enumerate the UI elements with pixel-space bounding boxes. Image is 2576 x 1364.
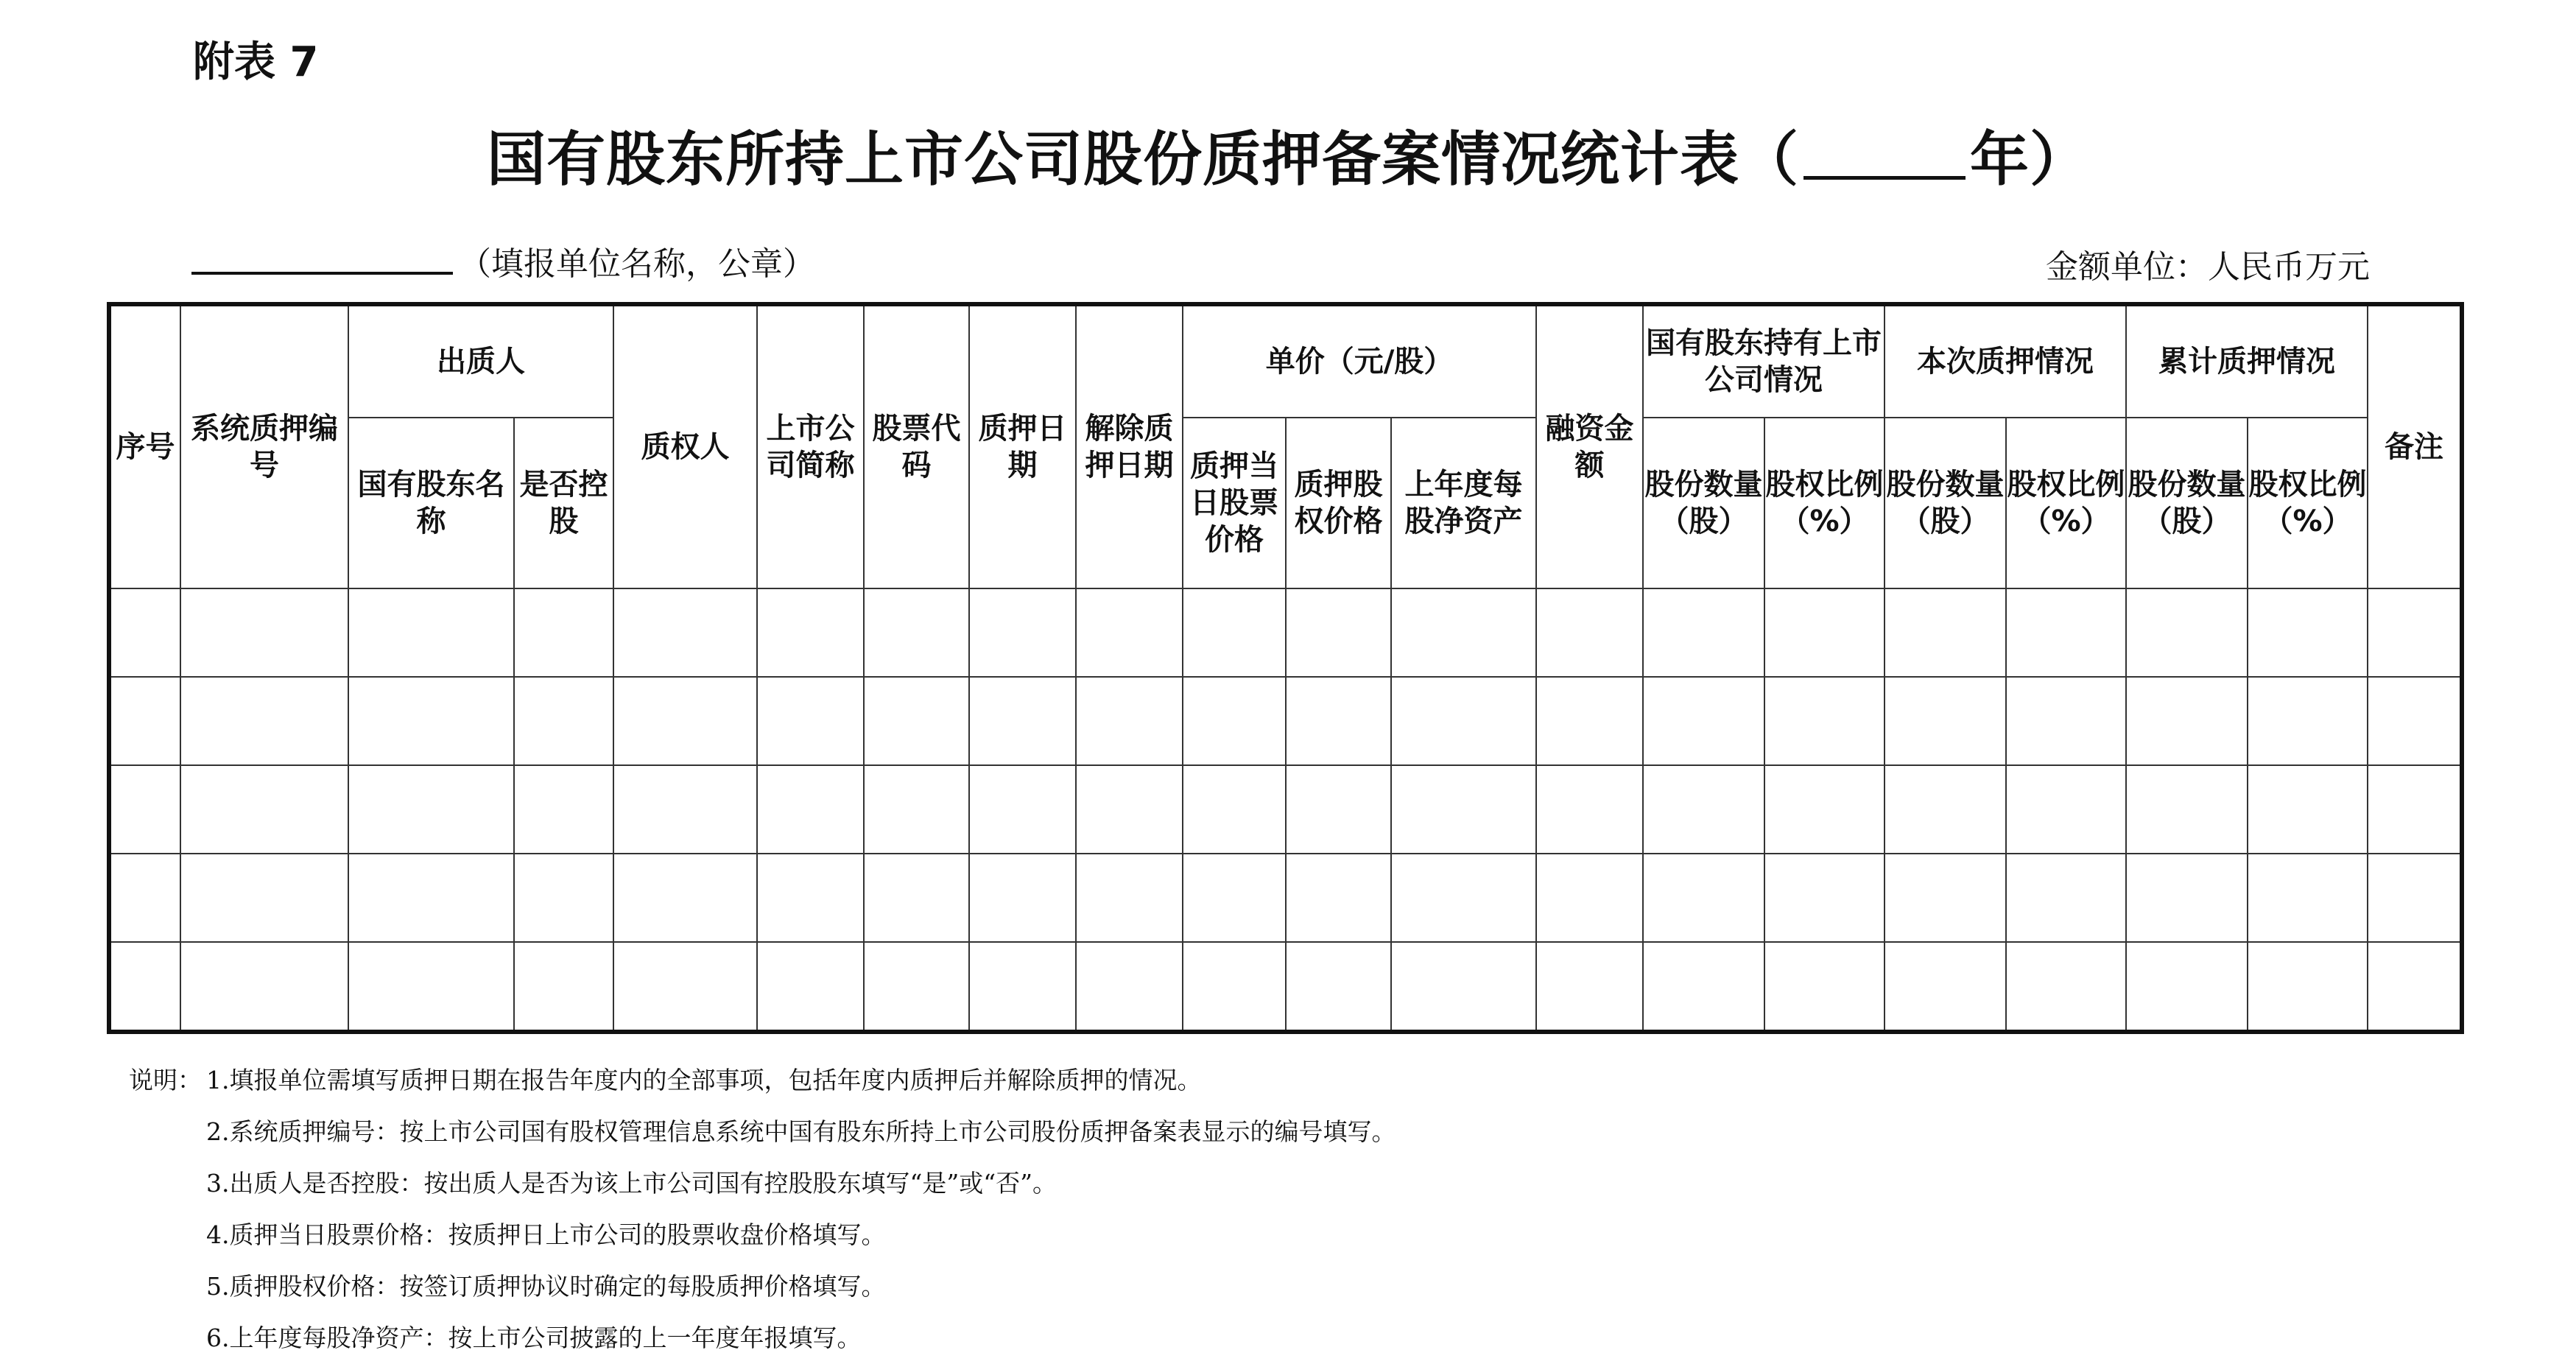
table-cell xyxy=(1536,677,1643,765)
table-cell xyxy=(514,765,613,854)
page-title xyxy=(0,112,2576,197)
note-item-2 xyxy=(129,1106,1396,1158)
note-text: 4.质押当日股票价格：按质押日上市公司的股票收盘价格填写。 xyxy=(206,1220,886,1249)
header-cumulative-ratio: 股权比例（%） xyxy=(2248,418,2368,588)
table-cell xyxy=(180,588,348,677)
table-cell xyxy=(514,588,613,677)
table-cell xyxy=(757,765,864,854)
header-price-day: 质押当日股票价格 xyxy=(1183,418,1286,588)
header-sys-no: 系统质押编号 xyxy=(180,304,348,588)
table-cell xyxy=(2006,677,2126,765)
table-cell xyxy=(2126,765,2248,854)
header-cumulative: 累计质押情况 xyxy=(2126,304,2368,418)
table-cell xyxy=(109,765,180,854)
note-text: 5.质押股权价格：按签订质押协议时确定的每股质押价格填写。 xyxy=(206,1272,886,1301)
table-cell xyxy=(348,854,514,942)
table-cell xyxy=(348,942,514,1032)
table-cell xyxy=(1764,588,1885,677)
table-cell xyxy=(2006,942,2126,1032)
table-cell xyxy=(1643,677,1764,765)
table-cell xyxy=(1885,588,2006,677)
table-cell xyxy=(1076,765,1183,854)
table-cell xyxy=(613,677,757,765)
table-cell xyxy=(514,854,613,942)
table-cell xyxy=(2368,588,2462,677)
header-pledgee: 质权人 xyxy=(613,304,757,588)
table-body xyxy=(109,588,2462,1032)
table-cell xyxy=(1536,588,1643,677)
table-cell xyxy=(348,765,514,854)
header-holding-ratio: 股权比例（%） xyxy=(1764,418,1885,588)
table-cell xyxy=(2248,677,2368,765)
table-cell xyxy=(180,942,348,1032)
table-cell xyxy=(2126,942,2248,1032)
table-cell xyxy=(1183,765,1286,854)
table-cell xyxy=(1643,854,1764,942)
table-cell xyxy=(1286,942,1391,1032)
table-row xyxy=(109,854,2462,942)
title-suffix: 年） xyxy=(1970,125,2089,194)
table-cell xyxy=(1643,765,1764,854)
note-item-3 xyxy=(129,1158,1396,1209)
header-pledgor: 出质人 xyxy=(348,304,613,418)
table-cell xyxy=(1536,942,1643,1032)
note-text: 2.系统质押编号：按上市公司国有股权管理信息系统中国有股东所持上市公司股份质押备案表显示的编号填写。 xyxy=(206,1117,1396,1146)
table-cell xyxy=(1536,854,1643,942)
header-seq: 序号 xyxy=(109,304,180,588)
table-cell xyxy=(2126,854,2248,942)
table-cell xyxy=(1885,677,2006,765)
table-cell xyxy=(1286,677,1391,765)
table-cell xyxy=(1391,765,1536,854)
table-cell xyxy=(2006,588,2126,677)
table-cell xyxy=(1183,942,1286,1032)
table-cell xyxy=(1885,942,2006,1032)
table-cell xyxy=(2006,765,2126,854)
table-cell xyxy=(2368,765,2462,854)
year-blank xyxy=(1803,129,1966,180)
header-company: 上市公司简称 xyxy=(757,304,864,588)
table-cell xyxy=(2248,765,2368,854)
note-item-5 xyxy=(129,1261,1396,1312)
table-row xyxy=(109,942,2462,1032)
header-pledgor-control: 是否控股 xyxy=(514,418,613,588)
table-cell xyxy=(1076,942,1183,1032)
notes-label: 说明： xyxy=(129,1066,202,1094)
table-row xyxy=(109,588,2462,677)
header-cumulative-shares: 股份数量（股） xyxy=(2126,418,2248,588)
table-cell xyxy=(1183,588,1286,677)
table-cell xyxy=(613,588,757,677)
filler-label: （填报单位名称，公章） xyxy=(459,245,815,283)
header-current-shares: 股份数量（股） xyxy=(1885,418,2006,588)
table-cell xyxy=(2368,854,2462,942)
table-cell xyxy=(1183,854,1286,942)
table-cell xyxy=(2368,942,2462,1032)
table-cell xyxy=(969,854,1076,942)
header-unit-price: 单价（元/股） xyxy=(1183,304,1536,418)
table-cell xyxy=(2248,854,2368,942)
note-text: 3.出质人是否控股：按出质人是否为该上市公司国有控股股东填写“是”或“否”。 xyxy=(206,1169,1057,1198)
header-current-ratio: 股权比例（%） xyxy=(2006,418,2126,588)
pledge-table xyxy=(107,302,2464,1034)
table-cell xyxy=(969,765,1076,854)
table-cell xyxy=(1183,677,1286,765)
note-text: 6.上年度每股净资产：按上市公司披露的上一年度年报填写。 xyxy=(206,1323,862,1352)
table-cell xyxy=(1076,854,1183,942)
table-cell xyxy=(2126,677,2248,765)
header-financing: 融资金额 xyxy=(1536,304,1643,588)
table-cell xyxy=(2248,942,2368,1032)
table-cell xyxy=(1643,588,1764,677)
table-cell xyxy=(969,677,1076,765)
note-item-1 xyxy=(129,1055,1396,1106)
table-cell xyxy=(757,854,864,942)
table-cell xyxy=(2126,588,2248,677)
table-cell xyxy=(180,765,348,854)
header-pledge-date: 质押日期 xyxy=(969,304,1076,588)
filler-blank xyxy=(191,242,453,275)
header-holding: 国有股东持有上市公司情况 xyxy=(1643,304,1885,418)
table-cell xyxy=(864,677,969,765)
table-cell xyxy=(514,942,613,1032)
table-cell xyxy=(109,942,180,1032)
filler-line xyxy=(191,237,815,284)
table-cell xyxy=(1764,677,1885,765)
note-item-4 xyxy=(129,1209,1396,1261)
table-cell xyxy=(1391,677,1536,765)
table-cell xyxy=(1391,942,1536,1032)
table-cell xyxy=(613,942,757,1032)
table-cell xyxy=(514,677,613,765)
title-prefix: 国有股东所持上市公司股份质押备案情况统计表（ xyxy=(487,125,1799,194)
header-remarks: 备注 xyxy=(2368,304,2462,588)
table-cell xyxy=(109,677,180,765)
table-cell xyxy=(2368,677,2462,765)
header-release-date: 解除质押日期 xyxy=(1076,304,1183,588)
table-cell xyxy=(1286,854,1391,942)
table-cell xyxy=(1536,765,1643,854)
table-cell xyxy=(613,854,757,942)
table-cell xyxy=(1076,588,1183,677)
table-cell xyxy=(969,942,1076,1032)
header-holding-shares: 股份数量（股） xyxy=(1643,418,1764,588)
table-cell xyxy=(2248,588,2368,677)
table-cell xyxy=(864,765,969,854)
table-cell xyxy=(348,677,514,765)
table-cell xyxy=(757,588,864,677)
table-cell xyxy=(1764,765,1885,854)
appendix-label: 附表 7 xyxy=(193,38,319,86)
table-cell xyxy=(1643,942,1764,1032)
header-current: 本次质押情况 xyxy=(1885,304,2126,418)
table-cell xyxy=(1764,942,1885,1032)
table-cell xyxy=(757,677,864,765)
table-cell xyxy=(109,588,180,677)
notes-section xyxy=(129,1055,1396,1364)
table-cell xyxy=(1885,765,2006,854)
note-text: 1.填报单位需填写质押日期在报告年度内的全部事项，包括年度内质押后并解除质押的情况。 xyxy=(206,1066,1202,1094)
table-cell xyxy=(1885,854,2006,942)
table-cell xyxy=(757,942,864,1032)
table-cell xyxy=(1076,677,1183,765)
table-cell xyxy=(1286,588,1391,677)
table-cell xyxy=(864,854,969,942)
table-cell xyxy=(2006,854,2126,942)
table-cell xyxy=(109,854,180,942)
header-price-pledge: 质押股权价格 xyxy=(1286,418,1391,588)
table-cell xyxy=(1391,588,1536,677)
table-cell xyxy=(1286,765,1391,854)
header-price-nav: 上年度每股净资产 xyxy=(1391,418,1536,588)
header-code: 股票代码 xyxy=(864,304,969,588)
table-cell xyxy=(1764,854,1885,942)
table-cell xyxy=(180,854,348,942)
table-cell xyxy=(348,588,514,677)
note-item-6 xyxy=(129,1312,1396,1364)
table-cell xyxy=(613,765,757,854)
table-cell xyxy=(180,677,348,765)
header-pledgor-name: 国有股东名称 xyxy=(348,418,514,588)
table-cell xyxy=(864,588,969,677)
table-cell xyxy=(1391,854,1536,942)
table-cell xyxy=(864,942,969,1032)
table-row xyxy=(109,765,2462,854)
table-cell xyxy=(969,588,1076,677)
amount-unit: 金额单位：人民币万元 xyxy=(2046,248,2370,286)
table-row xyxy=(109,677,2462,765)
